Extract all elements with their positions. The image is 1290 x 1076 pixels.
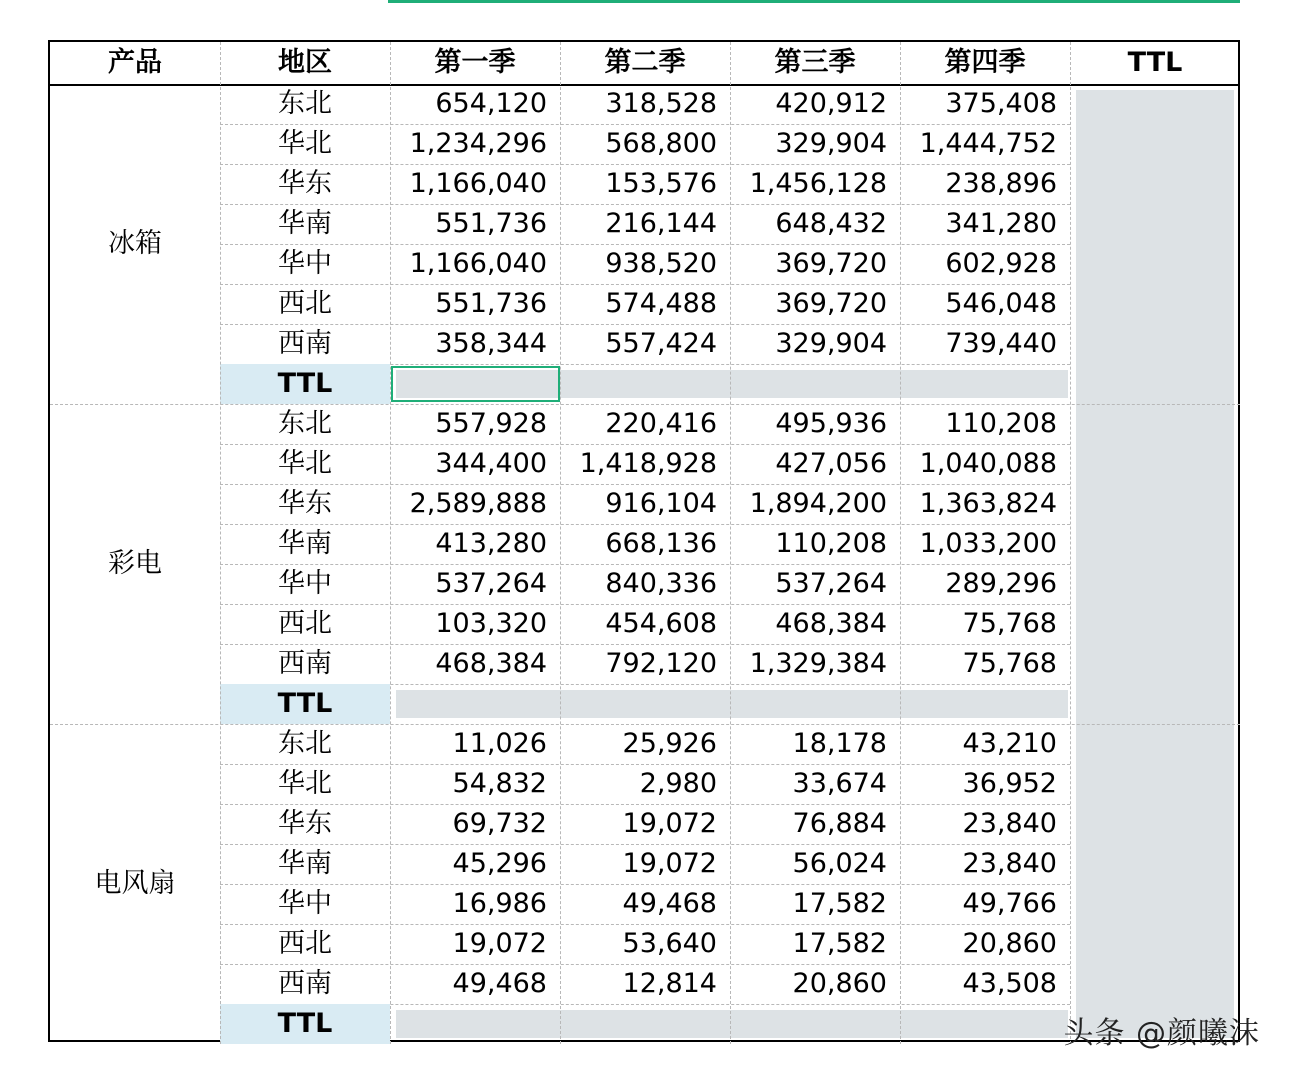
value-cell-q2[interactable]: 938,520 bbox=[605, 248, 717, 279]
region-cell[interactable]: 华东 bbox=[278, 168, 332, 199]
region-cell[interactable]: 华中 bbox=[278, 888, 332, 919]
value-cell-q1[interactable]: 54,832 bbox=[452, 768, 547, 799]
value-cell-q4[interactable]: 43,210 bbox=[962, 728, 1057, 759]
value-cell-q1[interactable]: 11,026 bbox=[452, 728, 547, 759]
column-gridline bbox=[1070, 42, 1071, 1044]
value-cell-q3[interactable]: 648,432 bbox=[775, 208, 887, 239]
value-cell-q2[interactable]: 557,424 bbox=[605, 328, 717, 359]
value-cell-q2[interactable]: 792,120 bbox=[605, 648, 717, 679]
top-accent-bar bbox=[388, 0, 1240, 3]
value-cell-q2[interactable]: 220,416 bbox=[605, 408, 717, 439]
value-cell-q1[interactable]: 2,589,888 bbox=[409, 488, 547, 519]
region-cell[interactable]: 华南 bbox=[278, 208, 332, 239]
column-header-2[interactable]: 第一季 bbox=[434, 47, 516, 78]
value-cell-q2[interactable]: 153,576 bbox=[605, 168, 717, 199]
value-cell-q3[interactable]: 33,674 bbox=[792, 768, 887, 799]
value-cell-q3[interactable]: 76,884 bbox=[792, 808, 887, 839]
subtotal-ttl-fill[interactable] bbox=[396, 1010, 1068, 1038]
value-cell-q2[interactable]: 19,072 bbox=[622, 848, 717, 879]
product-cell[interactable]: 冰箱 bbox=[108, 228, 162, 259]
column-gridline bbox=[900, 42, 901, 1044]
value-cell-q3[interactable]: 420,912 bbox=[775, 88, 887, 119]
value-cell-q4[interactable]: 375,408 bbox=[945, 88, 1057, 119]
value-cell-q2[interactable]: 916,104 bbox=[605, 488, 717, 519]
subtotal-ttl-fill[interactable] bbox=[396, 690, 1068, 718]
value-cell-q1[interactable]: 537,264 bbox=[435, 568, 547, 599]
value-cell-q1[interactable]: 1,166,040 bbox=[409, 248, 547, 279]
value-cell-q3[interactable]: 427,056 bbox=[775, 448, 887, 479]
value-cell-q3[interactable]: 20,860 bbox=[792, 968, 887, 999]
value-cell-q4[interactable]: 289,296 bbox=[945, 568, 1057, 599]
value-cell-q3[interactable]: 537,264 bbox=[775, 568, 887, 599]
value-cell-q1[interactable]: 1,234,296 bbox=[409, 128, 547, 159]
column-gridline bbox=[390, 42, 391, 1044]
column-header-5[interactable]: 第四季 bbox=[944, 47, 1026, 78]
value-cell-q3[interactable]: 369,720 bbox=[775, 248, 887, 279]
region-cell[interactable]: 华南 bbox=[278, 848, 332, 879]
value-cell-q4[interactable]: 341,280 bbox=[945, 208, 1057, 239]
value-cell-q1[interactable]: 1,166,040 bbox=[409, 168, 547, 199]
selected-cell[interactable] bbox=[391, 366, 560, 402]
value-cell-q4[interactable]: 602,928 bbox=[945, 248, 1057, 279]
ttl-column-fill[interactable] bbox=[1076, 90, 1234, 1038]
value-cell-q1[interactable]: 16,986 bbox=[452, 888, 547, 919]
product-cell[interactable]: 彩电 bbox=[108, 548, 162, 579]
column-header-6[interactable]: TTL bbox=[1127, 47, 1183, 78]
region-cell[interactable]: 西南 bbox=[278, 968, 332, 999]
value-cell-q1[interactable]: 344,400 bbox=[435, 448, 547, 479]
region-cell[interactable]: 华东 bbox=[278, 488, 332, 519]
value-cell-q4[interactable]: 23,840 bbox=[962, 848, 1057, 879]
region-cell[interactable]: 华南 bbox=[278, 528, 332, 559]
region-cell[interactable]: 西南 bbox=[278, 328, 332, 359]
value-cell-q4[interactable]: 1,363,824 bbox=[919, 488, 1057, 519]
value-cell-q4[interactable]: 238,896 bbox=[945, 168, 1057, 199]
value-cell-q4[interactable]: 739,440 bbox=[945, 328, 1057, 359]
value-cell-q3[interactable]: 17,582 bbox=[792, 928, 887, 959]
subtotal-ttl-label[interactable]: TTL bbox=[220, 684, 390, 724]
spreadsheet-table bbox=[48, 40, 1240, 1042]
value-cell-q4[interactable]: 43,508 bbox=[962, 968, 1057, 999]
value-cell-q3[interactable]: 1,456,128 bbox=[749, 168, 887, 199]
region-cell[interactable]: 西南 bbox=[278, 648, 332, 679]
value-cell-q4[interactable]: 1,444,752 bbox=[919, 128, 1057, 159]
value-cell-q2[interactable]: 12,814 bbox=[622, 968, 717, 999]
column-gridline bbox=[730, 42, 731, 1044]
column-header-4[interactable]: 第三季 bbox=[774, 47, 856, 78]
product-cell[interactable]: 电风扇 bbox=[94, 868, 176, 899]
column-header-1[interactable]: 地区 bbox=[278, 47, 332, 78]
value-cell-q4[interactable]: 1,033,200 bbox=[919, 528, 1057, 559]
value-cell-q2[interactable]: 53,640 bbox=[622, 928, 717, 959]
value-cell-q1[interactable]: 45,296 bbox=[452, 848, 547, 879]
value-cell-q3[interactable]: 18,178 bbox=[792, 728, 887, 759]
value-cell-q1[interactable]: 551,736 bbox=[435, 288, 547, 319]
region-cell[interactable]: 东北 bbox=[278, 408, 332, 439]
column-gridline bbox=[560, 42, 561, 1044]
region-cell[interactable]: 华中 bbox=[278, 568, 332, 599]
value-cell-q1[interactable]: 413,280 bbox=[435, 528, 547, 559]
value-cell-q2[interactable]: 1,418,928 bbox=[579, 448, 717, 479]
region-cell[interactable]: 华中 bbox=[278, 248, 332, 279]
column-header-3[interactable]: 第二季 bbox=[604, 47, 686, 78]
subtotal-ttl-label[interactable]: TTL bbox=[220, 364, 390, 404]
value-cell-q4[interactable]: 20,860 bbox=[962, 928, 1057, 959]
value-cell-q3[interactable]: 1,894,200 bbox=[749, 488, 887, 519]
value-cell-q4[interactable]: 36,952 bbox=[962, 768, 1057, 799]
value-cell-q1[interactable]: 468,384 bbox=[435, 648, 547, 679]
value-cell-q3[interactable]: 17,582 bbox=[792, 888, 887, 919]
value-cell-q2[interactable]: 25,926 bbox=[622, 728, 717, 759]
value-cell-q4[interactable]: 1,040,088 bbox=[919, 448, 1057, 479]
value-cell-q1[interactable]: 358,344 bbox=[435, 328, 547, 359]
value-cell-q2[interactable]: 574,488 bbox=[605, 288, 717, 319]
value-cell-q2[interactable]: 840,336 bbox=[605, 568, 717, 599]
value-cell-q3[interactable]: 468,384 bbox=[775, 608, 887, 639]
value-cell-q2[interactable]: 568,800 bbox=[605, 128, 717, 159]
value-cell-q2[interactable]: 19,072 bbox=[622, 808, 717, 839]
value-cell-q4[interactable]: 75,768 bbox=[962, 608, 1057, 639]
value-cell-q1[interactable]: 69,732 bbox=[452, 808, 547, 839]
value-cell-q1[interactable]: 49,468 bbox=[452, 968, 547, 999]
subtotal-ttl-label[interactable]: TTL bbox=[220, 1004, 390, 1044]
value-cell-q2[interactable]: 318,528 bbox=[605, 88, 717, 119]
value-cell-q1[interactable]: 654,120 bbox=[435, 88, 547, 119]
region-cell[interactable]: 华北 bbox=[278, 448, 332, 479]
column-gridline bbox=[220, 42, 221, 1044]
value-cell-q1[interactable]: 103,320 bbox=[435, 608, 547, 639]
watermark: 头条 @颜曦沫 bbox=[1063, 1016, 1260, 1051]
region-cell[interactable]: 西北 bbox=[278, 288, 332, 319]
column-header-0[interactable]: 产品 bbox=[108, 47, 162, 78]
value-cell-q1[interactable]: 19,072 bbox=[452, 928, 547, 959]
value-cell-q3[interactable]: 1,329,384 bbox=[749, 648, 887, 679]
value-cell-q2[interactable]: 668,136 bbox=[605, 528, 717, 559]
value-cell-q2[interactable]: 216,144 bbox=[605, 208, 717, 239]
value-cell-q1[interactable]: 557,928 bbox=[435, 408, 547, 439]
region-cell[interactable]: 东北 bbox=[278, 728, 332, 759]
value-cell-q4[interactable]: 23,840 bbox=[962, 808, 1057, 839]
region-cell[interactable]: 西北 bbox=[278, 608, 332, 639]
region-cell[interactable]: 华东 bbox=[278, 808, 332, 839]
value-cell-q4[interactable]: 546,048 bbox=[945, 288, 1057, 319]
value-cell-q4[interactable]: 110,208 bbox=[945, 408, 1057, 439]
value-cell-q2[interactable]: 2,980 bbox=[639, 768, 717, 799]
value-cell-q4[interactable]: 75,768 bbox=[962, 648, 1057, 679]
region-cell[interactable]: 西北 bbox=[278, 928, 332, 959]
value-cell-q3[interactable]: 110,208 bbox=[775, 528, 887, 559]
value-cell-q3[interactable]: 329,904 bbox=[775, 328, 887, 359]
value-cell-q2[interactable]: 49,468 bbox=[622, 888, 717, 919]
value-cell-q3[interactable]: 495,936 bbox=[775, 408, 887, 439]
value-cell-q3[interactable]: 56,024 bbox=[792, 848, 887, 879]
value-cell-q4[interactable]: 49,766 bbox=[962, 888, 1057, 919]
region-cell[interactable]: 华北 bbox=[278, 768, 332, 799]
region-cell[interactable]: 华北 bbox=[278, 128, 332, 159]
region-cell[interactable]: 东北 bbox=[278, 88, 332, 119]
value-cell-q2[interactable]: 454,608 bbox=[605, 608, 717, 639]
value-cell-q3[interactable]: 369,720 bbox=[775, 288, 887, 319]
value-cell-q1[interactable]: 551,736 bbox=[435, 208, 547, 239]
value-cell-q3[interactable]: 329,904 bbox=[775, 128, 887, 159]
